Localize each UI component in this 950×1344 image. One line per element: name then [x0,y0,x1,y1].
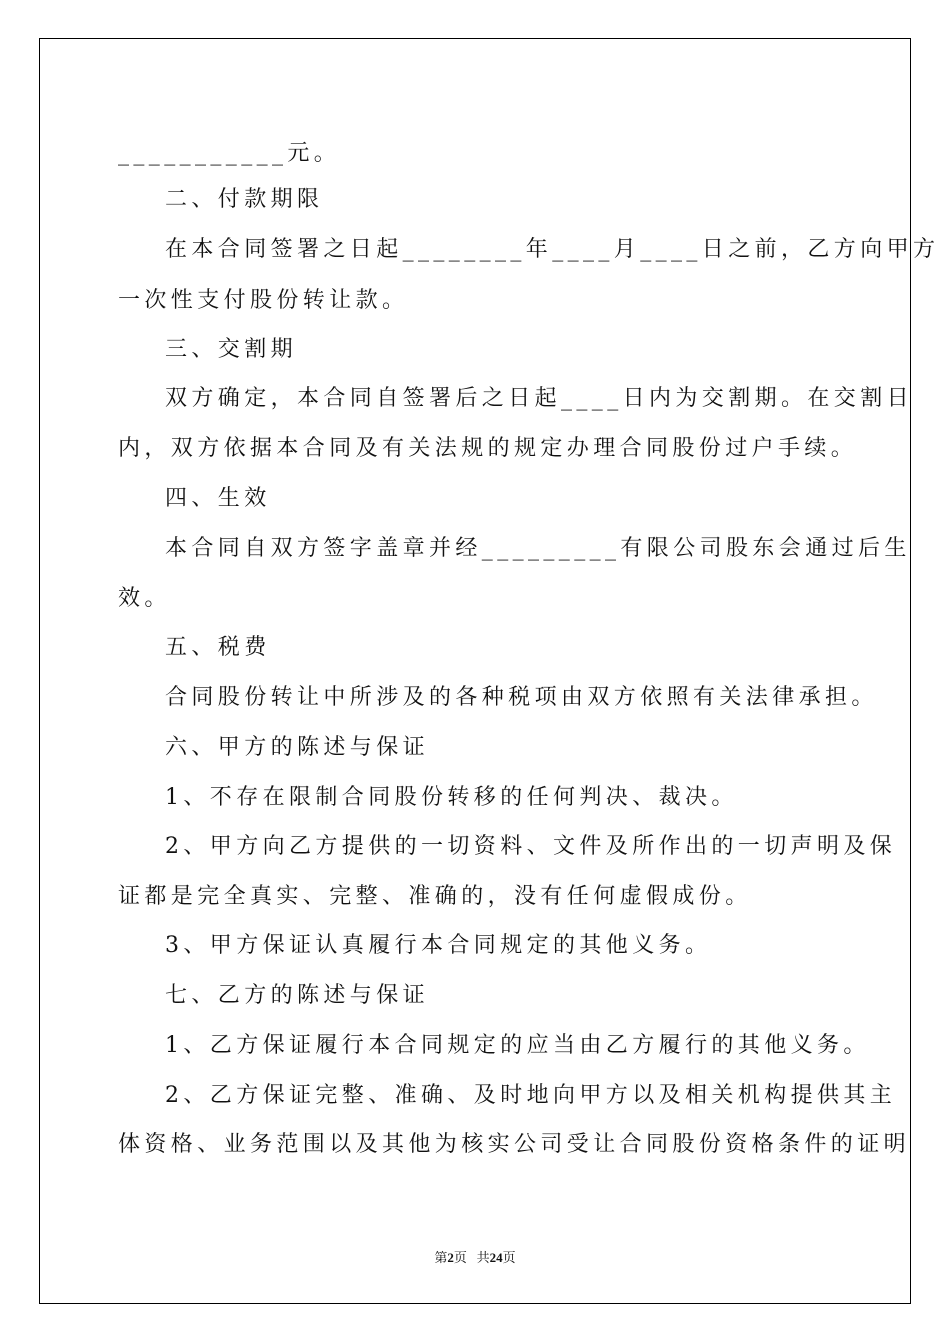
text-line: 1、不存在限制合同股份转移的任何判决、裁决。 [165,785,738,810]
section-heading: 二、付款期限 [165,187,324,212]
text-line: 1、乙方保证履行本合同规定的应当由乙方履行的其他义务。 [165,1033,870,1058]
text-line: 双方确定，本合同自签署后之日起____日内为交割期。在交割日 [165,386,914,411]
text-line: 在本合同签署之日起________年____月____日之前，乙方向甲方 [165,237,940,262]
footer-page-suffix: 页 [453,1250,467,1265]
text-line: 2、乙方保证完整、准确、及时地向甲方以及相关机构提供其主 [165,1083,897,1108]
footer-total-pages: 24 [489,1250,503,1265]
page-footer [0,1247,950,1266]
text-line: ___________元。 [118,141,341,166]
section-heading: 六、甲方的陈述与保证 [165,735,430,760]
section-heading: 四、生效 [165,486,271,511]
page-border [39,38,914,1304]
text-line: 效。 [118,586,171,611]
section-heading: 七、乙方的陈述与保证 [165,983,430,1008]
text-line: 内，双方依据本合同及有关法规的规定办理合同股份过户手续。 [118,436,858,461]
text-line: 2、甲方向乙方提供的一切资料、文件及所作出的一切声明及保 [165,834,897,859]
text-line: 3、甲方保证认真履行本合同规定的其他义务。 [165,933,712,958]
footer-prefix: 第 [434,1250,448,1265]
text-line: 一次性支付股份转让款。 [118,288,409,313]
text-line: 体资格、业务范围以及其他为核实公司受让合同股份资格条件的证明 [118,1132,911,1157]
section-heading: 五、税费 [165,635,271,660]
text-line: 合同股份转让中所涉及的各种税项由双方依照有关法律承担。 [165,685,878,710]
section-heading: 三、交割期 [165,337,298,362]
footer-total-prefix: 共 [476,1250,490,1265]
footer-page-number: 2 [447,1250,454,1265]
text-line: 本合同自双方签字盖章并经_________有限公司股东会通过后生 [165,536,911,561]
footer-total-suffix: 页 [502,1250,516,1265]
text-line: 证都是完全真实、完整、准确的，没有任何虚假成份。 [118,884,752,909]
